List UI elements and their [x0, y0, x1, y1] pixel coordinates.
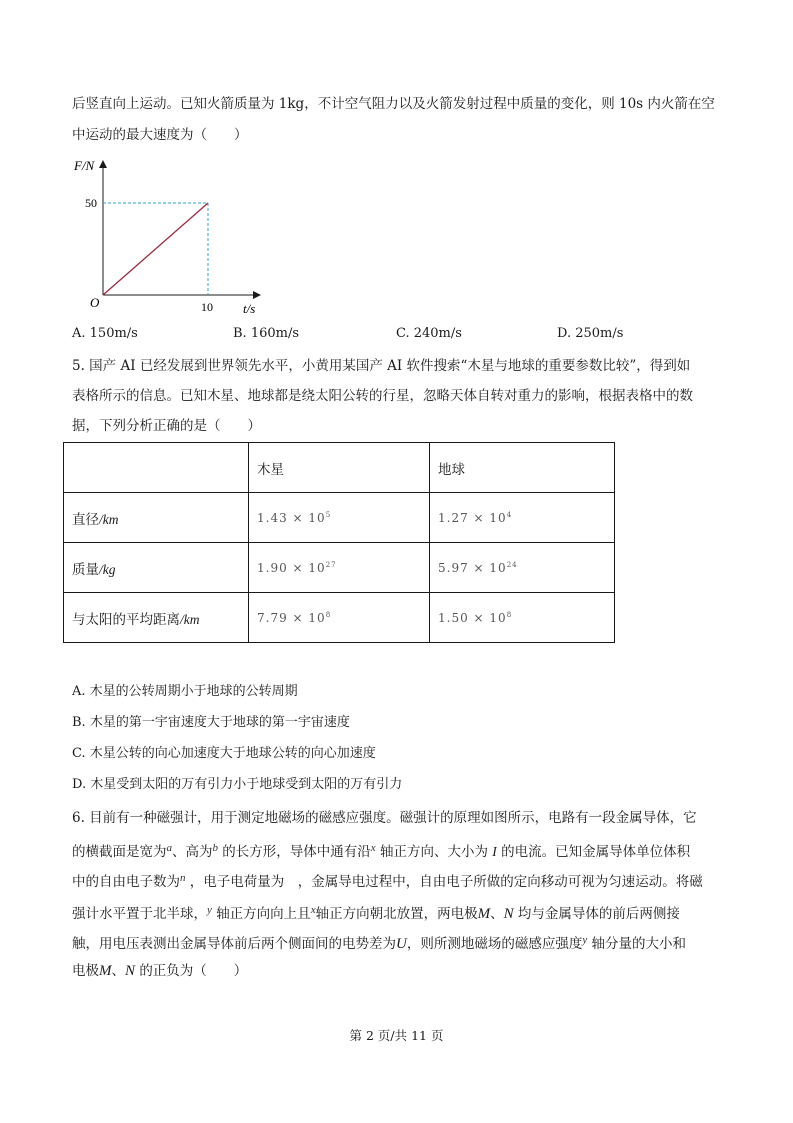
table-header-row: [64, 443, 615, 493]
jupiter-mass: $1.90 \times 10^{27}$: [249, 543, 430, 593]
x-axis-label: t/s: [243, 301, 256, 316]
q6-text-line6: 电极M、N 的正负为（ ）: [72, 963, 248, 979]
row-label-distance: 与太阳的平均距离/km: [64, 593, 249, 643]
row-label-mass: 质量/kg: [64, 543, 249, 593]
q5-option-a: A. 木星的公转周期小于地球的公转周期: [72, 684, 298, 699]
q4-option-b: B. 160m/s: [233, 326, 300, 341]
jupiter-distance: $7.79 \times 10^8$: [249, 593, 430, 643]
row-label-diameter: 直径/km: [64, 493, 249, 543]
q6-text-line3: 中的自由电子数为$^n$ ，电子电荷量为 ，金属导电过程中，自由电子所做的定向移动可视为匀速运动。将磁: [72, 872, 703, 890]
q5-option-c: C. 木星公转的向心加速度大于地球公转的向心加速度: [72, 746, 376, 761]
q4-text-line1: 后竖直向上运动。已知火箭质量为 1kg，不计空气阻力以及火箭发射过程中质量的变化，则 10s 内火箭在空: [72, 96, 715, 112]
q4-option-d: D. 250m/s: [557, 326, 624, 341]
y-axis-label: F/N: [74, 158, 95, 173]
q5-option-b: B. 木星的第一宇宙速度大于地球的第一宇宙速度: [72, 715, 350, 730]
q5-text-line2: 表格所示的信息。已知木星、地球都是绕太阳公转的行星，忽略天体自转对重力的影响，根据表格中的数: [72, 388, 693, 404]
table-header-empty: [64, 443, 249, 493]
q5-option-d: D. 木星受到太阳的万有引力小于地球受到太阳的万有引力: [72, 777, 403, 792]
page-footer: 第 2 页/共 11 页: [349, 1028, 444, 1043]
table-row: [64, 493, 615, 543]
x-tick-label: 10: [201, 300, 213, 314]
q6-text-line5: 触，用电压表测出金属导体前后两个侧面间的电势差为U，则所测地磁场的磁感应强度$^y$ 轴分量的大小和: [72, 934, 687, 952]
table-row: [64, 593, 615, 643]
earth-distance: $1.50 \times 10^8$: [430, 593, 615, 643]
q6-text-line4: 强计水平置于北半球，$^y$ 轴正方向向上且$^x$轴正方向朝北放置，两电极M、N 均与金属导体的前后两侧接: [72, 904, 680, 922]
q6-text-line1: 6. 目前有一种磁强计，用于测定地磁场的磁感应强度。磁强计的原理如图所示，电路有一段金属导体，它: [72, 810, 697, 826]
force-line: [103, 203, 208, 295]
q6-text-line2: 的横截面是宽为$^a$、高为$^b$ 的长方形，导体中通有沿$^x$ 轴正方向、大小为 I 的电流。已知金属导体单位体积: [72, 842, 691, 860]
q4-option-c: C. 240m/s: [396, 326, 462, 341]
earth-mass: $5.97 \times 10^{24}$: [430, 543, 615, 593]
jupiter-diameter: $1.43 \times 10^5$: [249, 493, 430, 543]
q4-text-line2: 中运动的最大速度为（ ）: [72, 127, 248, 143]
y-tick-label: 50: [85, 196, 97, 210]
table-header-jupiter: 木星: [249, 443, 430, 493]
q4-option-a: A. 150m/s: [72, 326, 138, 341]
origin-label: O: [90, 295, 100, 310]
q4-force-time-graph: [70, 155, 270, 320]
q5-text-line1: 5. 国产 AI 已经发展到世界领先水平，小黄用某国产 AI 软件搜索“木星与地球的重要参数比较”，得到如: [72, 358, 691, 374]
q5-text-line3: 据，下列分析正确的是（ ）: [72, 418, 261, 434]
table-header-earth: 地球: [430, 443, 615, 493]
planet-data-table: [63, 442, 615, 643]
table-row: [64, 543, 615, 593]
earth-diameter: $1.27 \times 10^4$: [430, 493, 615, 543]
